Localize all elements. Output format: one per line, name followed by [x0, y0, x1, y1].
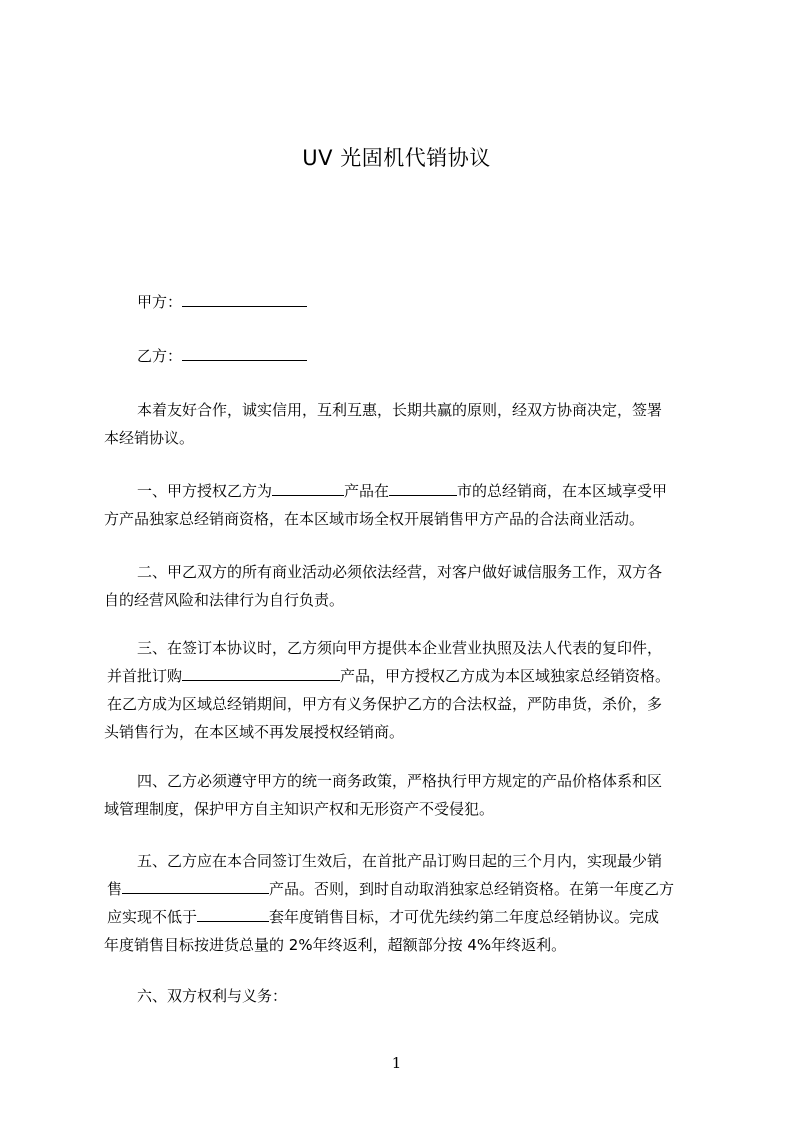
intro-line: 本经销协议。: [104, 429, 195, 447]
clause-5-text: 应实现不低于: [107, 908, 198, 926]
party-b-blank[interactable]: [182, 345, 307, 361]
city-name-blank[interactable]: [389, 480, 457, 496]
clause-5-text: 产品。否则，到时自动取消独家总经销资格。在第一年度乙方: [269, 880, 675, 898]
clause-3-line: [104, 662, 701, 690]
clause-2-paragraph: [104, 558, 701, 614]
party-b-label: 乙方：: [137, 347, 183, 365]
party-a-line: [137, 291, 307, 312]
product-name-blank[interactable]: [272, 480, 344, 496]
clause-1-text: 市的总经销商，在本区域享受甲: [457, 482, 668, 500]
party-b-line: [137, 345, 307, 366]
clause-5-line: 年度销售目标按进货总量的 2%年终返利，超额部分按 4%年终返利。: [104, 936, 567, 954]
clause-3-text: 产品，甲方授权乙方成为本区域独家总经销资格。: [340, 667, 671, 685]
clause-1-text: 一、甲方授权乙方为: [137, 482, 273, 500]
clause-2-line: 二、甲乙双方的所有商业活动必须依法经营，对客户做好诚信服务工作，双方各: [137, 563, 663, 581]
clause-6-heading-paragraph: [104, 982, 701, 1010]
clause-5-line: [104, 903, 701, 931]
clause-2-line: 自的经营风险和法律行为自行负责。: [104, 591, 345, 609]
clause-1-line: 方产品独家总经销商资格，在本区域市场全权开展销售甲方产品的合法商业活动。: [104, 510, 645, 528]
clause-1-line: [104, 477, 701, 505]
party-a-label: 甲方：: [137, 293, 183, 311]
clause-1-paragraph: [104, 477, 701, 533]
clause-5-paragraph: [104, 847, 701, 959]
clause-3-paragraph: [104, 634, 701, 746]
intro-line: 本着友好合作，诚实信用，互利互惠，长期共赢的原则，经双方协商决定，签署: [137, 401, 663, 419]
clause-4-line: 四、乙方必须遵守甲方的统一商务政策，严格执行甲方规定的产品价格体系和区: [137, 772, 663, 790]
annual-target-blank[interactable]: [197, 906, 269, 922]
clause-3-text: 并首批订购: [107, 667, 183, 685]
clause-5-text: 套年度销售目标，才可优先续约第二年度总经销协议。完成: [269, 908, 660, 926]
document-title: UV 光固机代销协议: [302, 146, 491, 170]
clause-5-line: 五、乙方应在本合同签订生效后，在首批产品订购日起的三个月内，实现最少销: [137, 852, 663, 870]
clause-6-heading: 六、双方权利与义务：: [137, 987, 288, 1005]
clause-1-text: 产品在: [344, 482, 390, 500]
clause-4-line: 域管理制度，保护甲方自主知识产权和无形资产不受侵犯。: [104, 800, 495, 818]
clause-3-line: 三、在签订本协议时，乙方须向甲方提供本企业营业执照及法人代表的复印件，: [137, 639, 663, 657]
minimum-sales-blank[interactable]: [122, 878, 269, 894]
clause-5-line: [104, 875, 701, 903]
clause-5-text: 售: [107, 880, 123, 898]
page-number: 1: [391, 1054, 402, 1072]
intro-paragraph: [104, 396, 701, 452]
first-order-blank[interactable]: [182, 665, 340, 681]
clause-4-paragraph: [104, 767, 701, 823]
clause-3-line: 头销售行为，在本区域不再发展授权经销商。: [104, 723, 405, 741]
clause-3-line: 在乙方成为区域总经销期间，甲方有义务保护乙方的合法权益，严防串货，杀价，多: [107, 695, 663, 713]
party-a-blank[interactable]: [182, 291, 307, 307]
